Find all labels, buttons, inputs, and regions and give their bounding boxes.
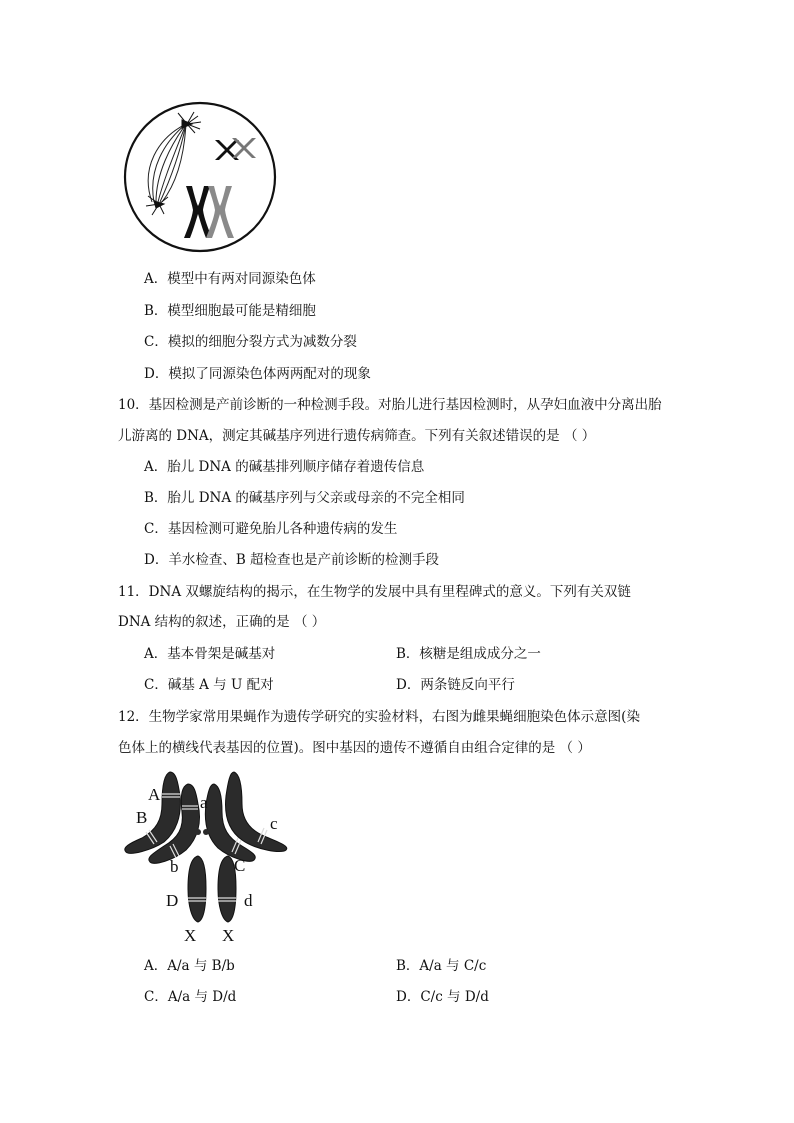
fruit-fly-chromosome-figure — [118, 764, 298, 948]
q11-stem-line1: 11．DNA 双螺旋结构的揭示，在生物学的发展中具有里程碑式的意义。下列有关双链 — [118, 584, 631, 600]
q11-option-d: D．两条链反向平行 — [396, 677, 515, 693]
q12-stem-line2: 色体上的横线代表基因的位置)。图中基因的遗传不遵循自由组合定律的是 （ ） — [118, 740, 591, 756]
q9-option-a: A．模型中有两对同源染色体 — [144, 271, 316, 287]
label-gene-d: d — [244, 891, 253, 910]
q10-option-d: D．羊水检查、B 超检查也是产前诊断的检测手段 — [144, 552, 440, 568]
q12-stem-line1: 12．生物学家常用果蝇作为遗传学研究的实验材料，右图为雌果蝇细胞染色体示意图(染 — [118, 709, 640, 725]
label-gene-C: C — [234, 856, 246, 875]
label-gene-B: B — [136, 808, 148, 827]
q10-stem-line1: 10．基因检测是产前诊断的一种检测手段。对胎儿进行基因检测时，从孕妇血液中分离出胎 — [118, 397, 662, 413]
q12-option-b: B．A/a 与 C/c — [396, 958, 487, 974]
label-gene-b: b — [170, 857, 179, 876]
q11-option-c: C．碱基 A 与 U 配对 — [144, 677, 274, 693]
chromosome-drawing — [118, 764, 298, 948]
q12-option-c: C．A/a 与 D/d — [144, 989, 237, 1005]
q11-stem-line2: DNA 结构的叙述，正确的是 （ ） — [118, 614, 326, 630]
label-gene-D: D — [166, 891, 179, 910]
label-x-chromosome-2: X — [222, 926, 235, 945]
q11-option-b: B．核糖是组成成分之一 — [396, 646, 541, 662]
label-gene-c: c — [270, 814, 278, 833]
label-gene-A: A — [148, 785, 161, 804]
label-x-chromosome-1: X — [184, 926, 197, 945]
q12-option-a: A．A/a 与 B/b — [144, 958, 235, 974]
q11-option-a: A．基本骨架是碱基对 — [144, 646, 276, 662]
q10-option-a: A．胎儿 DNA 的碱基排列顺序储存着遗传信息 — [144, 459, 425, 475]
label-gene-a: a — [200, 793, 208, 812]
q10-option-b: B．胎儿 DNA 的碱基序列与父亲或母亲的不完全相同 — [144, 490, 465, 506]
q10-stem-line2: 儿游离的 DNA，测定其碱基序列进行遗传病筛查。下列有关叙述错误的是 （ ） — [118, 428, 596, 444]
q9-option-b: B．模型细胞最可能是精细胞 — [144, 303, 316, 319]
q9-option-d: D．模拟了同源染色体两两配对的现象 — [144, 366, 371, 382]
cell-division-model-figure — [118, 98, 288, 258]
cell-membrane — [125, 103, 275, 251]
q10-option-c: C．基因检测可避免胎儿各种遗传病的发生 — [144, 521, 398, 537]
q12-option-d: D．C/c 与 D/d — [396, 989, 489, 1005]
q9-option-c: C．模拟的细胞分裂方式为减数分裂 — [144, 334, 357, 350]
